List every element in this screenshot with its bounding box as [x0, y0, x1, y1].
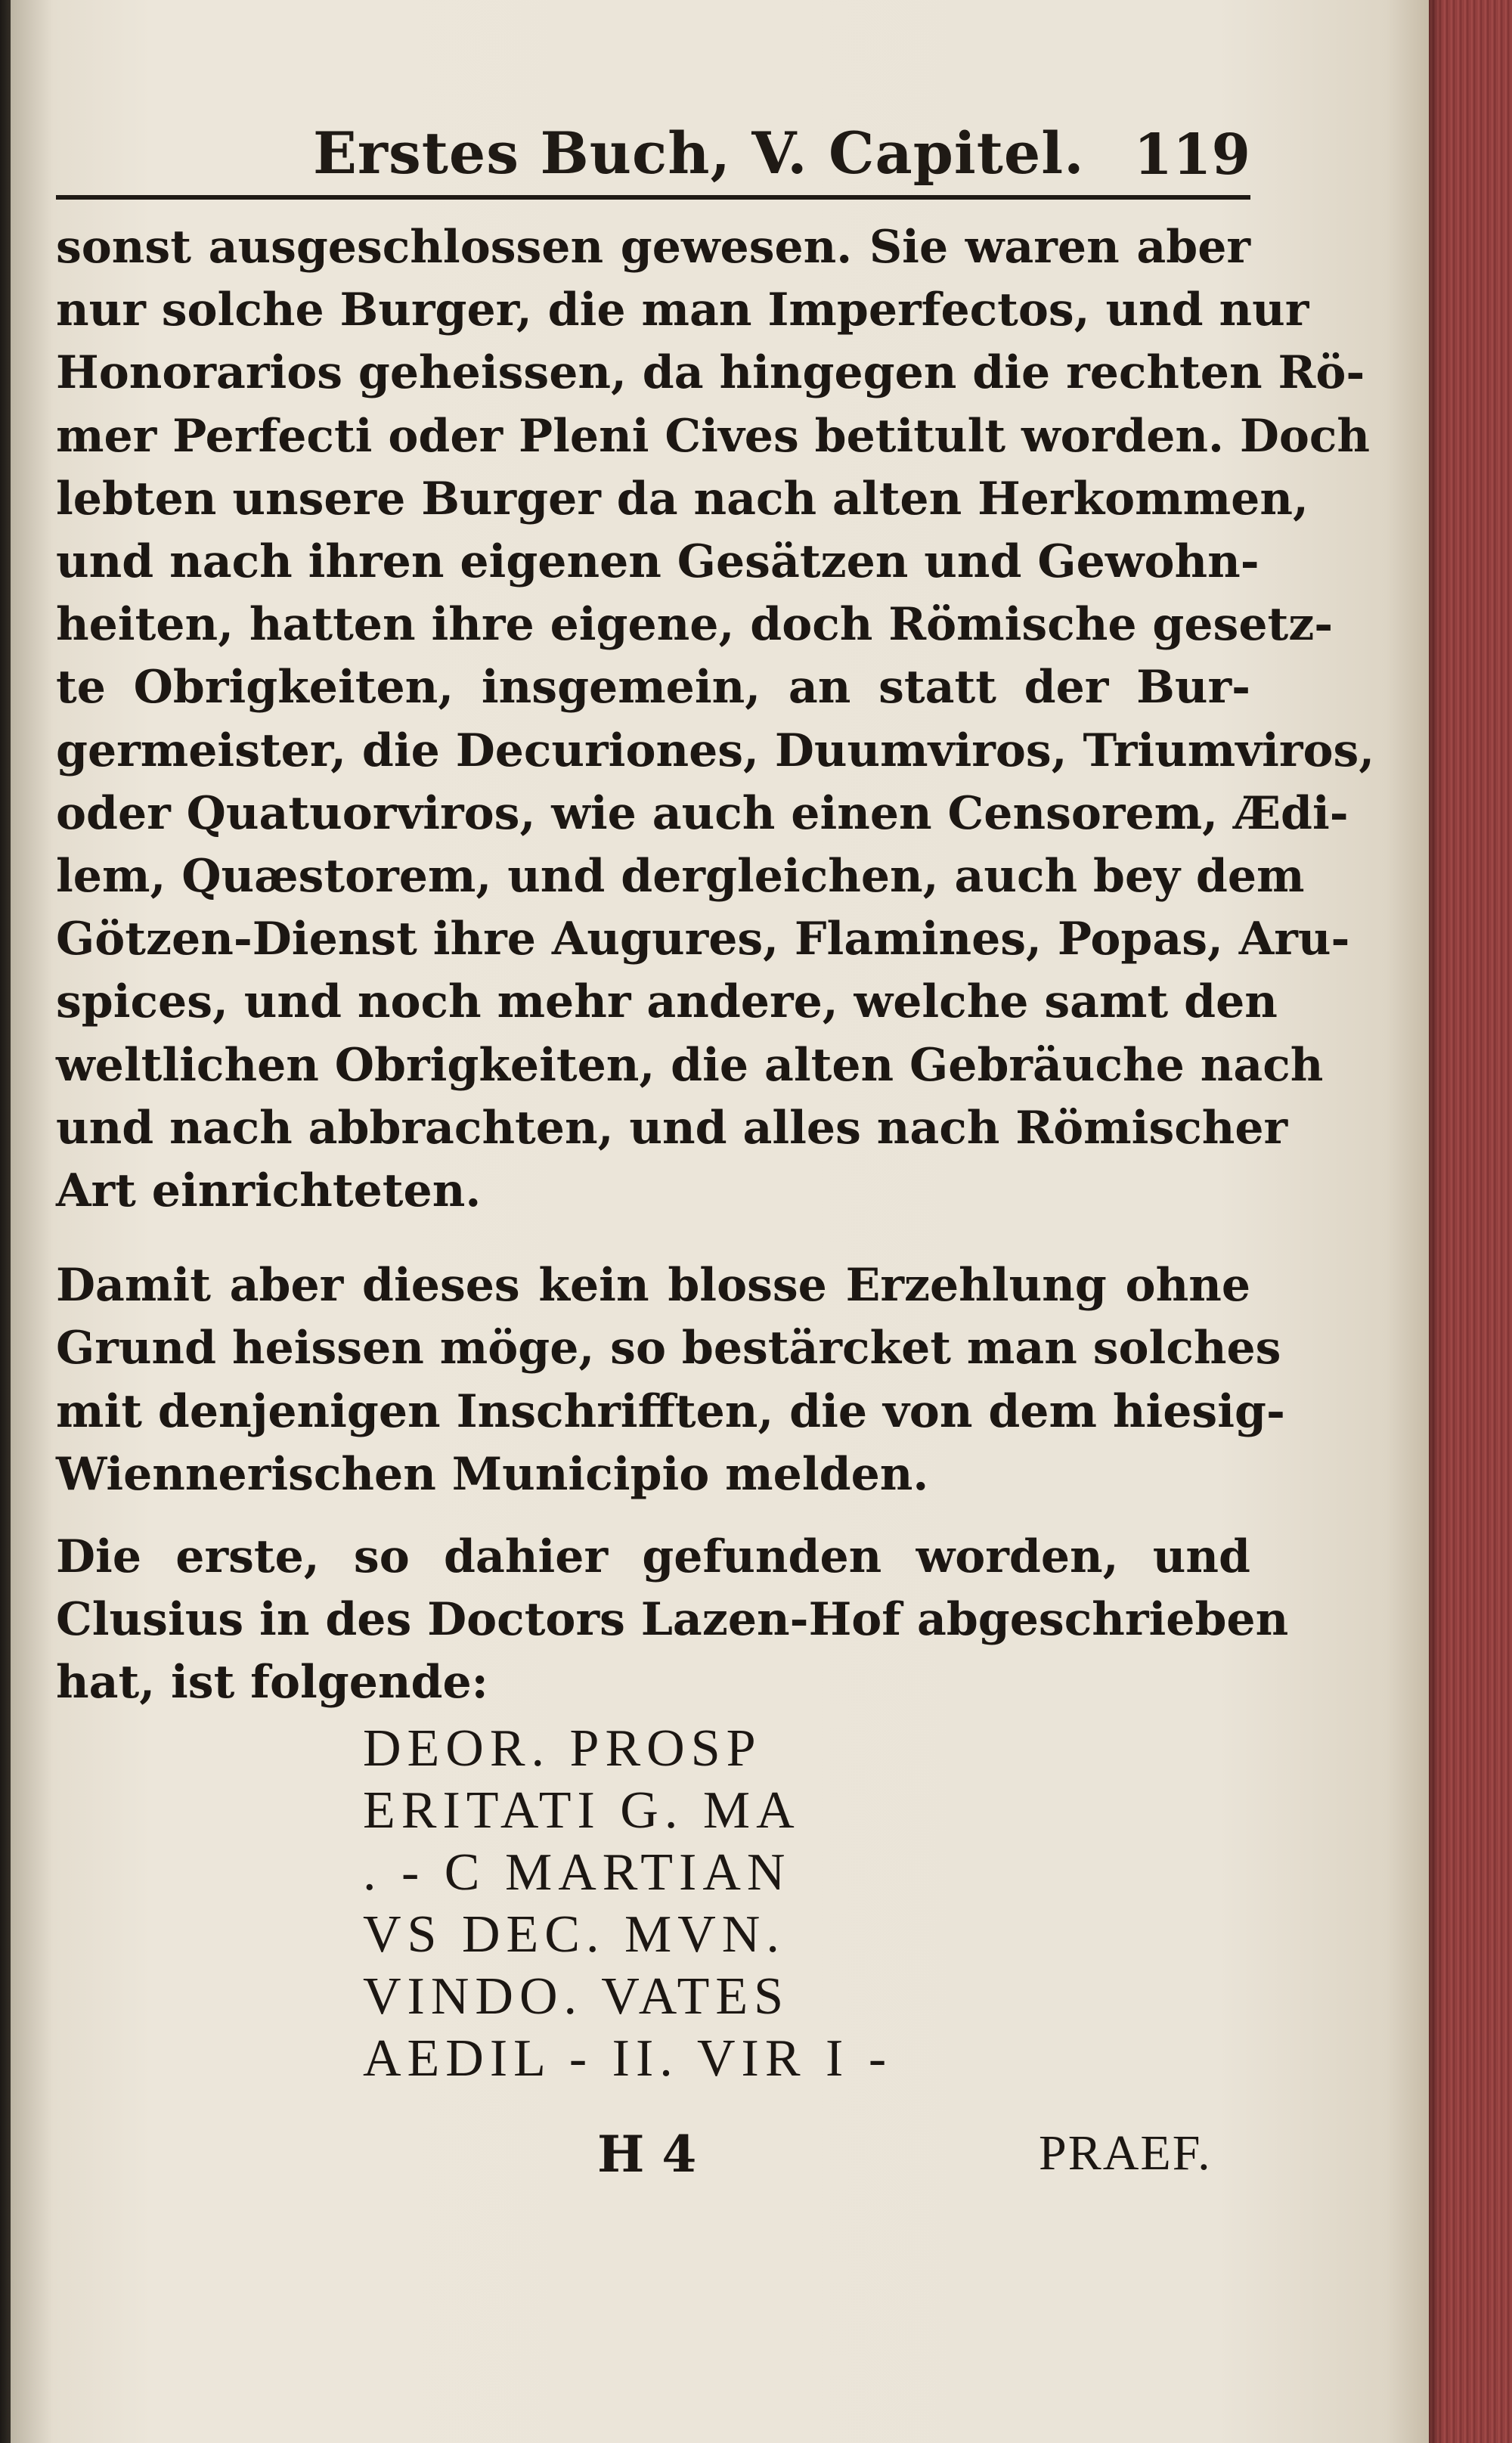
text-line: Clusius in des Doctors Lazen-Hof abgeschrieben	[56, 1593, 1289, 1647]
inscription-line: . - C MARTIAN	[363, 1843, 792, 1902]
text-line: germeister, die Decuriones, Duumviros, Triumviros,	[56, 724, 1375, 777]
body-text	[56, 216, 1375, 1715]
running-title: Erstes Buch, V. Capitel.	[313, 119, 1085, 187]
text-line: Grund heissen möge, so bestärcket man solches	[56, 1322, 1281, 1375]
inscription-line: ERITATI G. MA	[363, 1781, 801, 1840]
text-line: sonst ausgeschlossen gewesen. Sie waren aber	[56, 221, 1250, 274]
text-line: lebten unsere Burger da nach alten Herkommen,	[56, 472, 1309, 525]
catchword: PRAEF.	[1039, 2125, 1212, 2181]
text-line: hat, ist folgende:	[56, 1656, 488, 1710]
text-line: te Obrigkeiten, insgemein, an statt der Bur-	[56, 661, 1250, 715]
inscription-line: DEOR. PROSP	[363, 1719, 762, 1778]
text-line: mer Perfecti oder Pleni Cives betitult worden. Doch	[56, 409, 1371, 463]
running-head	[56, 119, 1250, 195]
text-line: heiten, hatten ihre eigene, doch Römische gesetz-	[56, 598, 1334, 652]
paragraph-3	[56, 1526, 1289, 1715]
text-line: weltlichen Obrigkeiten, die alten Gebräuche nach	[56, 1038, 1324, 1092]
text-line: mit denjenigen Inschrifften, die von dem hiesig-	[56, 1384, 1285, 1438]
text-line: lem, Quæstorem, und dergleichen, auch bey dem	[56, 850, 1305, 904]
inscription-line: AEDIL - II. VIR I -	[363, 2029, 893, 2088]
text-line: und nach abbrachten, und alles nach Römischer	[56, 1101, 1288, 1155]
latin-inscription	[363, 1718, 892, 2090]
paragraph-2	[56, 1254, 1285, 1506]
text-line: Damit aber dieses kein blosse Erzehlung ohne	[56, 1259, 1250, 1313]
text-line: und nach ihren eigenen Gesätzen und Gewohn-	[56, 535, 1259, 589]
text-line: Die erste, so dahier gefunden worden, und	[56, 1530, 1250, 1584]
inscription-line: VS DEC. MVN.	[363, 1905, 785, 1964]
edge-shadow	[1429, 0, 1442, 2443]
text-line: Wiennerischen Municipio melden.	[56, 1447, 929, 1501]
text-line: Honorarios geheissen, da hingegen die rechten Rö-	[56, 346, 1365, 400]
signature-mark: H 4	[597, 2125, 697, 2184]
text-line: nur solche Burger, die man Imperfectos, und nur	[56, 284, 1309, 337]
text-line: Art einrichteten.	[56, 1164, 482, 1218]
paragraph-1	[56, 216, 1375, 1223]
inscription-line: VINDO. VATES	[363, 1967, 790, 2026]
header-rule	[56, 195, 1250, 200]
text-line: Götzen-Dienst ihre Augures, Flamines, Popas, Aru-	[56, 913, 1350, 966]
text-line: spices, und noch mehr andere, welche samt den	[56, 975, 1278, 1029]
text-line: oder Quatuorviros, wie auch einen Censorem, Ædi-	[56, 786, 1349, 840]
page-number: 119	[1133, 122, 1250, 188]
